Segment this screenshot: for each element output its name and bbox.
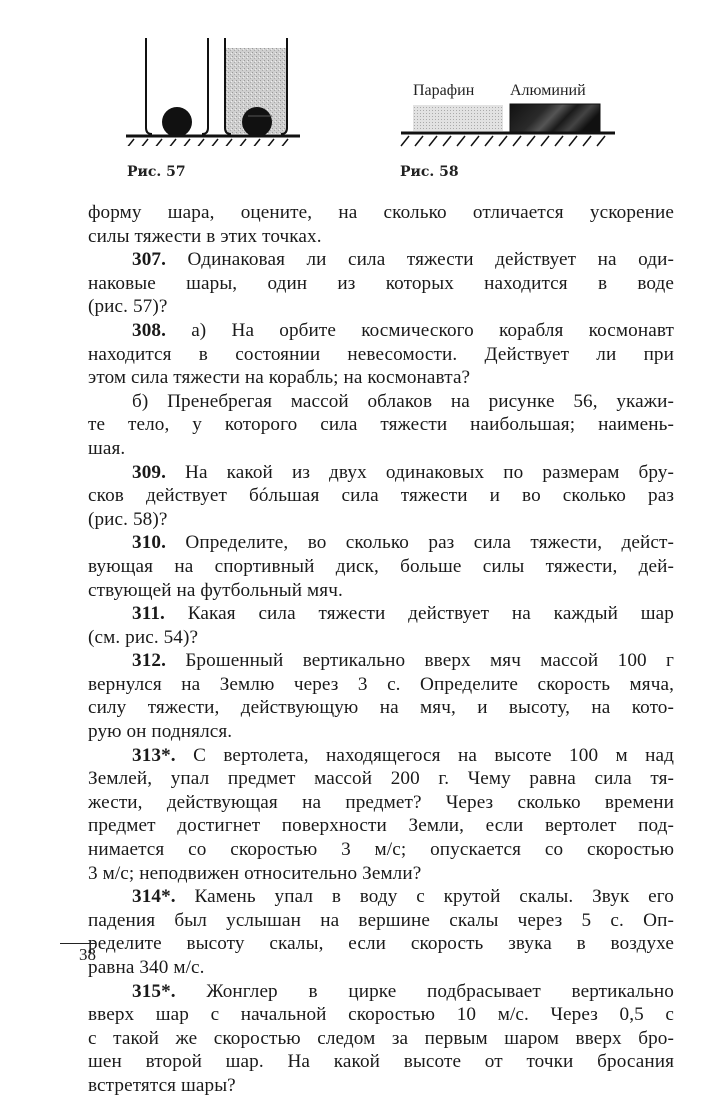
line-text: рую он поднялся. xyxy=(88,721,233,743)
line-text: а) На орбите космического корабля космонавт xyxy=(191,319,674,341)
problem-number: 315*. xyxy=(132,980,176,1002)
intro-line xyxy=(88,201,674,225)
line-text: равна 340 м/с. xyxy=(88,957,205,978)
line-text: с такой же скоростью следом за первым шаром вверх бро- xyxy=(88,1027,674,1049)
line-text: Какая сила тяжести действует на каждый шар xyxy=(187,603,674,625)
line-text: С вертолета, находящегося на высоте 100 м над xyxy=(193,744,674,766)
problem-line xyxy=(88,649,674,673)
line-text: нимается со скоростью 3 м/с; опускается со скоростью xyxy=(88,839,674,861)
problem-subpart-line xyxy=(88,413,674,437)
problem-line xyxy=(88,319,674,343)
problem-line xyxy=(88,1050,674,1074)
figure-57 xyxy=(120,36,320,146)
problem-line xyxy=(88,579,674,603)
ball-in-water xyxy=(242,107,272,137)
line-text: силу тяжести, действующую на мяч, и высоту, на кото- xyxy=(88,697,674,719)
line-text: падения был услышан на вершине скалы через 5 с. Оп- xyxy=(88,909,674,931)
line-text: находится в состоянии невесомости. Действует ли при xyxy=(88,343,674,365)
line-text: Камень упал в воду с крутой скалы. Звук его xyxy=(194,886,674,908)
problem-line xyxy=(88,909,674,933)
intro-line xyxy=(88,225,674,249)
problem-line xyxy=(88,272,674,296)
problem-number: 308. xyxy=(132,319,166,341)
ground-hatching xyxy=(401,136,605,146)
line-text: Определите, во сколько раз сила тяжести, дейст- xyxy=(185,532,674,554)
line-text: форму шара, оцените, на сколько отличается ускорение xyxy=(88,202,674,223)
line-text: те тело, у которого сила тяжести наибольшая; наимень- xyxy=(88,414,674,436)
ball-in-air xyxy=(162,107,192,137)
label-aluminium: Алюминий xyxy=(510,82,586,99)
line-text: 3 м/с; неподвижен относительно Земли? xyxy=(88,862,422,884)
line-text: ределите высоту скалы, если скорость звука в воздухе xyxy=(88,933,674,955)
problem-line xyxy=(88,932,674,956)
problem-number: 313*. xyxy=(132,744,176,766)
problem-line xyxy=(88,555,674,579)
problem-line xyxy=(88,508,674,532)
line-text: (рис. 58)? xyxy=(88,508,168,530)
line-text: б) Пренебрегая массой облаков на рисунке 56, укажи- xyxy=(132,390,674,412)
line-text: ствующей на футбольный мяч. xyxy=(88,579,343,601)
line-text: сков действует бóльшая сила тяжести и во сколько раз xyxy=(88,485,674,507)
problem-line xyxy=(88,626,674,650)
line-text: встретятся шары? xyxy=(88,1074,236,1096)
problem-line xyxy=(88,602,674,626)
line-text: Брошенный вертикально вверх мяч массой 100 г xyxy=(185,650,674,672)
problem-line xyxy=(88,980,674,1004)
problem-number: 314*. xyxy=(132,886,176,908)
figure-58 xyxy=(395,100,625,150)
problem-number: 310. xyxy=(132,532,166,554)
problem-line xyxy=(88,248,674,272)
problem-line xyxy=(88,1074,674,1098)
problem-line xyxy=(88,366,674,390)
problem-line xyxy=(88,720,674,744)
line-text: Землей, упал предмет массой 200 г. Чему равна сила тя- xyxy=(88,768,674,790)
problem-line xyxy=(88,885,674,909)
problem-line xyxy=(88,673,674,697)
line-text: На какой из двух одинаковых по размерам бру- xyxy=(185,461,674,483)
ground-hatching xyxy=(126,139,288,146)
problem-line xyxy=(88,343,674,367)
problem-subpart-line xyxy=(88,390,674,414)
problem-line xyxy=(88,1003,674,1027)
problem-line xyxy=(88,767,674,791)
problem-line xyxy=(88,461,674,485)
line-text: вующая на спортивный диск, больше силы тяжести, дей- xyxy=(88,555,674,577)
problem-line xyxy=(88,814,674,838)
line-text: Жонглер в цирке подбрасывает вертикально xyxy=(206,980,674,1002)
problem-number: 309. xyxy=(132,461,166,483)
problem-line xyxy=(88,838,674,862)
problem-line xyxy=(88,956,674,980)
figure-58-caption: Рис. 58 xyxy=(400,164,459,180)
problem-line xyxy=(88,484,674,508)
problem-line xyxy=(88,1027,674,1051)
line-text: предмет достигнет поверхности Земли, если вертолет под- xyxy=(88,815,674,837)
line-text: жести, действующая на предмет? Через сколько времени xyxy=(88,791,674,813)
line-text: этом сила тяжести на корабль; на космонавта? xyxy=(88,367,471,389)
problem-line xyxy=(88,531,674,555)
line-text: шая. xyxy=(88,437,126,459)
line-text: (см. рис. 54)? xyxy=(88,626,199,648)
problem-number: 307. xyxy=(132,249,166,271)
aluminium-block xyxy=(510,104,600,132)
paraffin-block xyxy=(413,105,503,131)
problem-number: 312. xyxy=(132,650,166,672)
line-text: вернулся на Землю через 3 с. Определите скорость мяча, xyxy=(88,673,674,695)
problem-line xyxy=(88,791,674,815)
problem-line xyxy=(88,295,674,319)
figure-57-caption: Рис. 57 xyxy=(127,164,186,180)
label-paraffin: Парафин xyxy=(413,82,475,99)
line-text: наковые шары, один из которых находится в воде xyxy=(88,272,674,294)
problem-subpart-line xyxy=(88,437,674,461)
body-text xyxy=(88,201,674,1098)
page-number: 38 xyxy=(60,943,96,965)
problem-line xyxy=(88,744,674,768)
line-text: шен второй шар. На какой высоте от точки бросания xyxy=(88,1051,674,1073)
line-text: Одинаковая ли сила тяжести действует на оди- xyxy=(187,249,675,271)
line-text: (рис. 57)? xyxy=(88,296,168,318)
line-text: вверх шар с начальной скоростью 10 м/с. Через 0,5 с xyxy=(88,1004,674,1026)
line-text: силы тяжести в этих точках. xyxy=(88,225,322,247)
problem-line xyxy=(88,862,674,886)
problem-number: 311. xyxy=(132,603,165,625)
problem-line xyxy=(88,696,674,720)
